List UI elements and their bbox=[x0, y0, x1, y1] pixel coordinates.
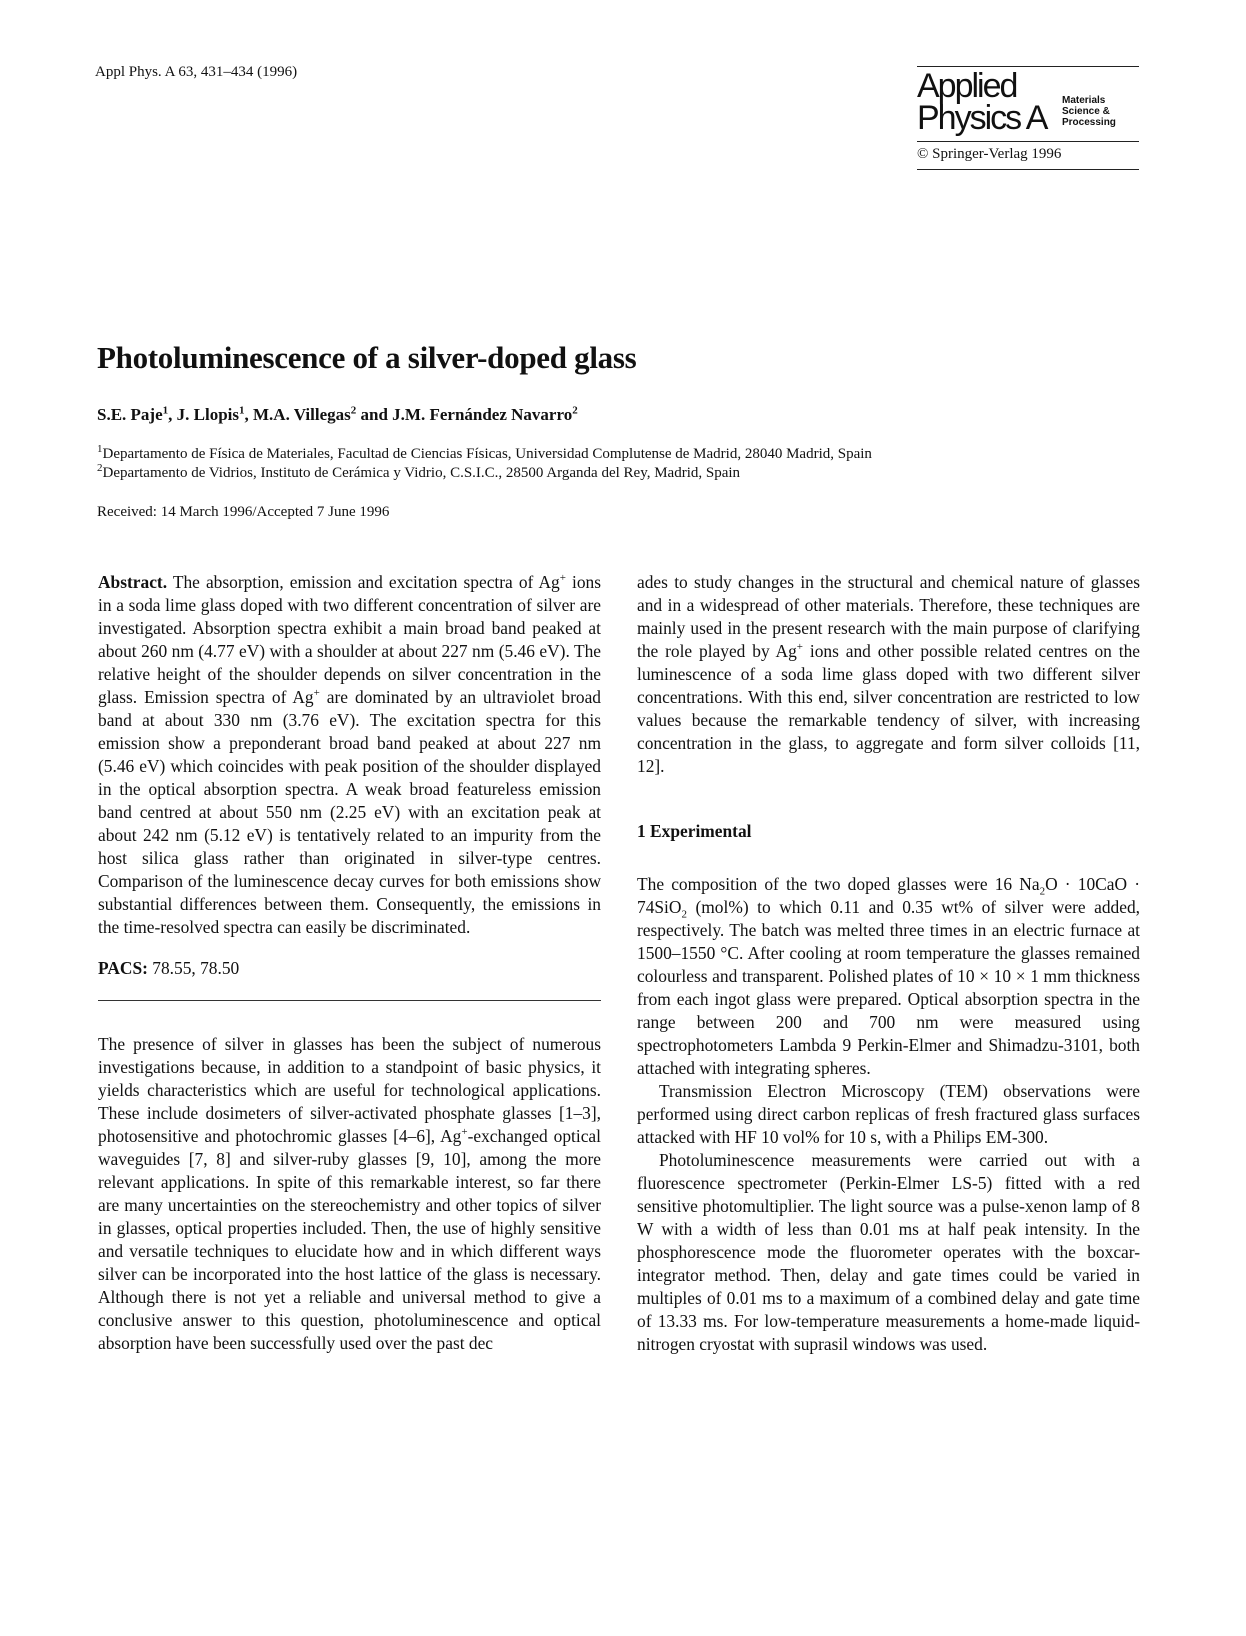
right-column bbox=[637, 571, 1140, 1356]
author-separator: , bbox=[244, 405, 253, 424]
affiliation-text: Departamento de Vidrios, Instituto de Cerámica y Vidrio, C.S.I.C., 28500 Arganda del Rey, Madrid, Spain bbox=[102, 465, 741, 481]
body-text: The composition of the two doped glasses were 16 Na bbox=[637, 874, 1040, 894]
article-title: Photoluminescence of a silver-doped glass bbox=[97, 340, 637, 375]
experimental-paragraph bbox=[637, 873, 1140, 1080]
affiliation-mark: 2 bbox=[350, 404, 357, 417]
journal-logo bbox=[917, 66, 1139, 170]
body-text: ions and other possible related centres on the luminescence of a soda lime glass doped with two different silver concentrations. With this end, silver concentration are restricted to low values because the remarkable tendency of silver, with increasing concentration in the glass, to aggregate and form silver colloids [11, 12]. bbox=[637, 641, 1140, 776]
intro-paragraph bbox=[98, 1033, 601, 1355]
body-text: ades to study changes in the structural and chemical nature of glasses and in a widespread of other materials. Therefore, these techniques are mainly used in the present research with the main purpose of clarifying the role played by Ag bbox=[637, 572, 1140, 661]
affiliation-mark: 2 bbox=[572, 404, 578, 417]
section-heading: 1 Experimental bbox=[637, 821, 752, 841]
abstract-text: are dominated by an ultraviolet broad band at about 330 nm (3.76 eV). The excitation spectra for this emission show a preponderant broad band peaked at about 227 nm (5.46 eV) which coincides with peak position of the shoulder displayed in the optical absorption spectra. A weak broad featureless emission band centred at about 550 nm (2.25 eV) with an excitation peak at about 242 nm (5.12 eV) is tentatively related to an impurity from the host silica glass rather than originated in silver-type centres. Comparison of the luminescence decay curves for both emissions show substantial differences between them. Consequently, the emissions in the time-resolved spectra can easily be discriminated. bbox=[98, 687, 601, 937]
body-text: -exchanged optical waveguides [7, 8] and silver-ruby glasses [9, 10], among the more relevant applications. In spite of this remarkable interest, so far there are many uncertainties on the stereochemistry and other topics of silver in glasses, optical properties included. Then, the use of highly sensitive and versatile techniques to elucidate how and in which different ways silver can be incorporated into the host lattice of the glass is necessary. Although there is not yet a reliable and universal method to give a conclusive answer to this question, photoluminescence and optical absorption have been successfully used over the past dec bbox=[98, 1126, 601, 1353]
author-list bbox=[97, 405, 578, 425]
author-name: J. Llopis bbox=[176, 405, 239, 424]
logo-middle-rule bbox=[917, 141, 1139, 142]
pacs-value: 78.55, 78.50 bbox=[147, 958, 240, 978]
logo-subtitle-line: Science & bbox=[1062, 106, 1110, 117]
experimental-paragraph: Photoluminescence measurements were carried out with a fluorescence spectrometer (Perkin-Elmer LS-5) fitted with a red sensitive photomultiplier. The light source was a pulse-xenon lamp of 8 W with a width of less than 0.01 ms at half peak intensity. In the phosphorescence mode the fluorometer operates with the boxcar-integrator method. Then, delay and gate times could be varied in multiples of 0.01 ms to a maximum of a combined delay and gate time of 13.33 ms. For low-temperature measurements a home-made liquid-nitrogen cryostat with suprasil windows was used. bbox=[637, 1150, 1140, 1354]
affiliation-mark: 1 bbox=[239, 404, 245, 417]
superscript: + bbox=[461, 1126, 468, 1139]
abstract-text: ions in a soda lime glass doped with two different concentration of silver are investigated. Absorption spectra exhibit a main broad band peaked at about 260 nm (4.77 eV) with a shoulder at about 227 nm (5.46 eV). The relative height of the shoulder depends on silver concentration in the glass. Emission spectra of Ag bbox=[98, 572, 601, 707]
logo-subtitle bbox=[1062, 95, 1116, 128]
logo-subtitle-line: Materials bbox=[1062, 95, 1106, 106]
abstract bbox=[98, 571, 601, 939]
logo-bottom-rule bbox=[917, 169, 1139, 170]
superscript: + bbox=[796, 641, 804, 654]
logo-subtitle-line: Processing bbox=[1062, 117, 1116, 128]
copyright: © Springer-Verlag 1996 bbox=[917, 146, 1062, 162]
affiliations bbox=[97, 445, 872, 483]
affiliation bbox=[97, 445, 872, 464]
section-divider bbox=[98, 1000, 601, 1001]
author-name: J.M. Fernández Navarro bbox=[392, 405, 573, 424]
body-text: The presence of silver in glasses has been the subject of numerous investigations because, in addition to a standpoint of basic physics, it yields characteristics which are useful for technological applications. These include dosimeters of silver-activated phosphate glasses [1–3], photosensitive and photochromic glasses [4–6], Ag bbox=[98, 1034, 601, 1146]
affiliation bbox=[97, 464, 872, 483]
author-name: S.E. Paje bbox=[97, 405, 163, 424]
intro-continuation bbox=[637, 571, 1140, 778]
experimental-paragraph: Transmission Electron Microscopy (TEM) observations were performed using direct carbon replicas of fresh fractured glass surfaces attacked with HF 10 vol% for 10 s, with a Philips EM-300. bbox=[637, 1081, 1140, 1147]
superscript: + bbox=[313, 687, 320, 700]
body-text: O · 10CaO · 74SiO bbox=[637, 874, 1140, 917]
affiliation-number: 1 bbox=[97, 443, 103, 455]
logo-brand bbox=[917, 67, 1139, 141]
affiliation-text: Departamento de Física de Materiales, Facultad de Ciencias Físicas, Universidad Complutense de Madrid, 28040 Madrid, Spain bbox=[102, 446, 872, 462]
received-dates: Received: 14 March 1996/Accepted 7 June 1996 bbox=[97, 504, 390, 520]
logo-line-2: Physics A bbox=[917, 99, 1047, 137]
body-text: (mol%) to which 0.11 and 0.35 wt% of silver were added, respectively. The batch was melted three times in an electric furnace at 1500–1550 °C. After cooling at room temperature the glasses remained colourless and transparent. Polished plates of 10 × 10 × 1 mm thickness from each ingot glass were prepared. Optical absorption spectra in the range between 200 and 700 nm were measured using spectrophotometers Lambda 9 Perkin-Elmer and Shimadzu-3101, both attached with integrating spheres. bbox=[637, 897, 1140, 1078]
author-separator: and bbox=[356, 405, 393, 424]
superscript: + bbox=[559, 572, 566, 585]
abstract-label: Abstract. bbox=[98, 572, 168, 592]
journal-citation: Appl Phys. A 63, 431–434 (1996) bbox=[95, 64, 298, 80]
affiliation-number: 2 bbox=[97, 462, 103, 474]
pacs-line bbox=[98, 957, 601, 980]
subscript: 2 bbox=[681, 908, 687, 921]
abstract-text: The absorption, emission and excitation spectra of Ag bbox=[167, 572, 560, 592]
affiliation-mark: 1 bbox=[162, 404, 169, 417]
left-column bbox=[98, 571, 601, 1355]
author-name: M.A. Villegas bbox=[253, 405, 351, 424]
logo-line-1: Applied bbox=[917, 67, 1017, 105]
subscript: 2 bbox=[1039, 885, 1046, 898]
author-separator: , bbox=[168, 405, 177, 424]
pacs-label: PACS: bbox=[98, 958, 148, 978]
